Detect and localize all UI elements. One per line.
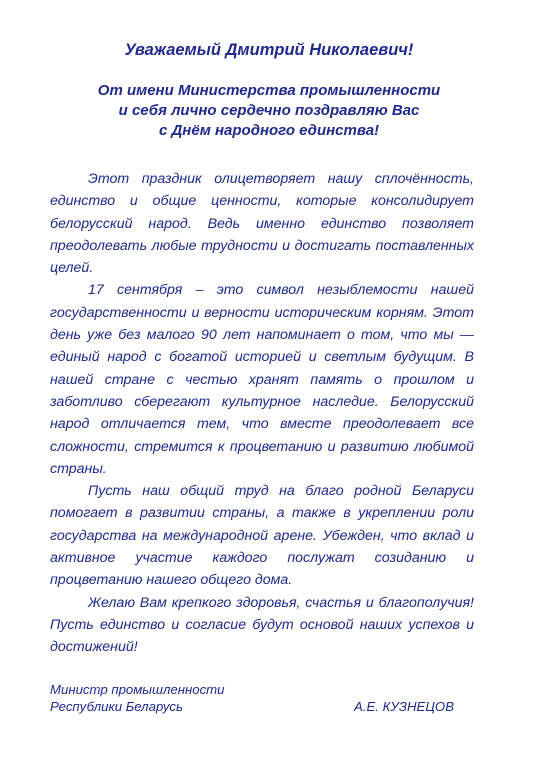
- body-paragraph: Этот праздник олицетворяет нашу сплочённость, единство и общие ценности, которые консолидирует белорусский народ. Ведь именно единство позволяет преодолевать любые трудности и достигать поставленных целей.: [50, 171, 474, 277]
- signatory-name: А.Е. КУЗНЕЦОВ: [354, 699, 454, 714]
- body-paragraph: 17 сентября – это символ незыблемости нашей государственности и верности историческим корням. Этот день уже без малого 90 лет напоминает о том, что мы — единый народ с богатой историей и светлым будущим. В нашей стране с честью хранят память о прошлом и заботливо сберегают культурное наследие. Белорусский народ отличается тем, что вместе преодолевает все сложности, стремится к процветанию и развитию любимой страны.: [50, 282, 474, 477]
- intro-line: с Днём народного единства!: [158, 122, 380, 139]
- intro-line: От имени Министерства промышленности: [97, 82, 441, 99]
- signatory-title-line: Республики Беларусь: [50, 699, 183, 714]
- signature-block: [50, 681, 474, 715]
- letter-body: [50, 168, 474, 659]
- greeting-heading: Уважаемый Дмитрий Николаевич!: [124, 41, 414, 59]
- body-paragraph: Желаю Вам крепкого здоровья, счастья и благополучия! Пусть единство и согласие будут основой наших успехов и достижений!: [50, 594, 474, 656]
- intro-heading: [0, 81, 538, 141]
- signatory-title-line: Министр промышленности: [50, 682, 225, 697]
- intro-line: и себя лично сердечно поздравляю Вас: [118, 102, 420, 119]
- body-paragraph: Пусть наш общий труд на благо родной Беларуси помогает в развитии страны, а также в укреплении роли государства на международной арене. Убежден, что вклад и активное участие каждого послужат созиданию и процветанию нашего общего дома.: [50, 483, 474, 589]
